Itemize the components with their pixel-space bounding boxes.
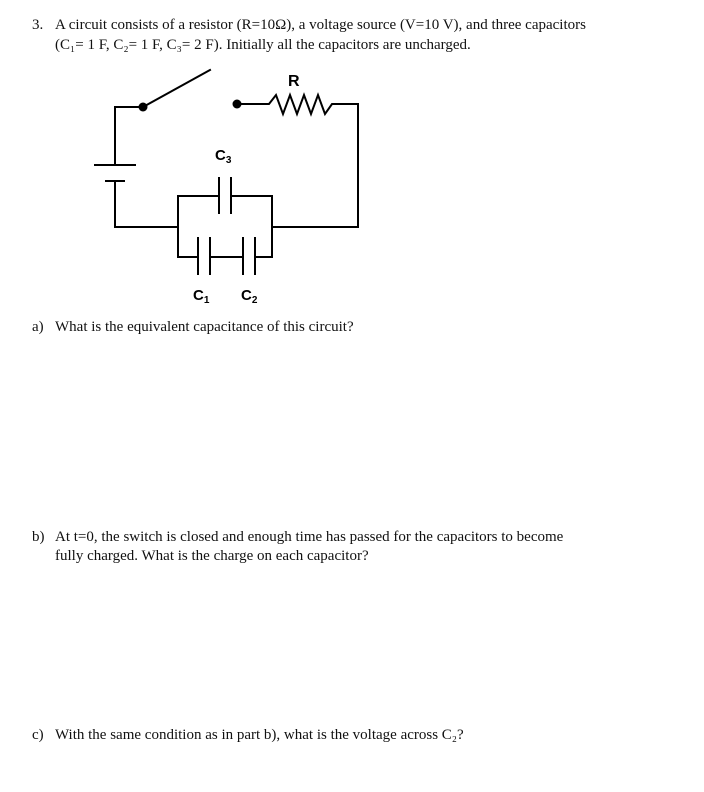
question-b-marker: b) xyxy=(32,529,45,545)
circuit-diagram xyxy=(0,0,704,320)
problem-intro-line1: A circuit consists of a resistor (R=10Ω), a voltage source (V=10 V), and three capacitors xyxy=(55,17,586,33)
resistor-label: R xyxy=(288,73,300,90)
c1-label-sub: 1 xyxy=(203,295,210,306)
wire-left-top xyxy=(115,107,143,163)
c2-label-sub: 2 xyxy=(251,295,258,306)
c2-label xyxy=(241,287,258,306)
wire-right xyxy=(272,104,358,227)
question-c-text: With the same condition as in part b), what is the voltage across C₂? xyxy=(55,727,464,743)
switch-contact-dot xyxy=(233,100,242,109)
switch-pivot-dot xyxy=(139,103,148,112)
c3-label-main: C xyxy=(215,147,226,164)
question-c-marker: c) xyxy=(32,727,44,743)
question-a-marker: a) xyxy=(32,319,44,335)
problem-number: 3. xyxy=(32,17,44,33)
question-a-text: What is the equivalent capacitance of this circuit? xyxy=(55,319,354,335)
resistor-zigzag xyxy=(237,95,358,114)
c3-label xyxy=(215,147,232,166)
wire-left-bottom xyxy=(115,183,178,227)
c1-label-main: C xyxy=(193,287,204,304)
problem-intro-line2: (C₁= 1 F, C₂= 1 F, C₃= 2 F). Initially all the capacitors are uncharged. xyxy=(55,37,471,53)
c3-label-sub: 3 xyxy=(225,155,232,166)
switch-lever xyxy=(143,70,210,107)
c1-label xyxy=(193,287,210,306)
question-b-text-line1: At t=0, the switch is closed and enough time has passed for the capacitors to become xyxy=(55,529,564,545)
c2-label-main: C xyxy=(241,287,252,304)
question-b-text-line2: fully charged. What is the charge on each capacitor? xyxy=(55,548,369,564)
